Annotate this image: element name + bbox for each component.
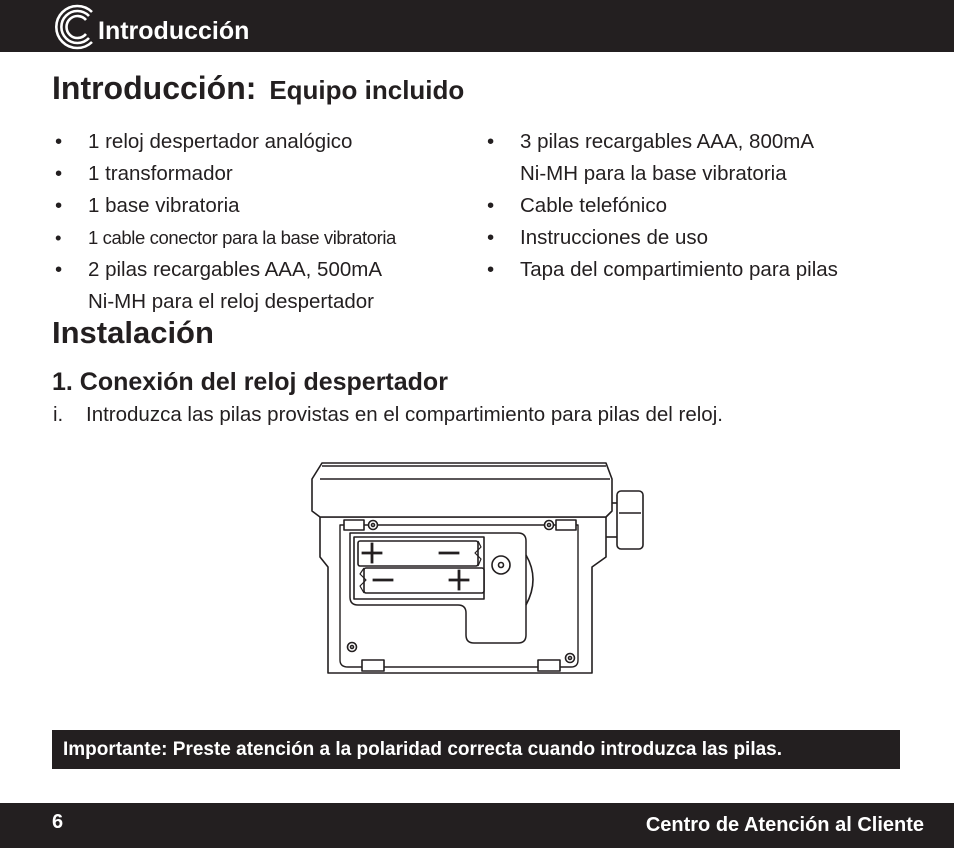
bullet-icon: • <box>55 258 63 281</box>
list-item-text: 1 base vibratoria <box>88 194 240 217</box>
instruction-text: Introduzca las pilas provistas en el compartimiento para pilas del reloj. <box>86 403 723 426</box>
list-item-text-continued: Ni-MH para el reloj despertador <box>88 290 374 313</box>
step-title: 1. Conexión del reloj despertador <box>52 368 448 396</box>
list-item-text: 1 transformador <box>88 162 233 185</box>
list-item-text: Instrucciones de uso <box>520 226 709 249</box>
list-item <box>487 254 838 286</box>
concentric-arc-logo-icon <box>52 3 100 51</box>
bullet-icon: • <box>487 194 495 217</box>
bullet-icon: • <box>487 258 495 281</box>
instruction-number: i. <box>53 403 64 426</box>
list-item-text: Cable telefónico <box>520 194 668 217</box>
list-item <box>55 158 396 190</box>
footer-bar <box>0 803 954 848</box>
list-item-text-continued: Ni-MH para la base vibratoria <box>520 162 787 185</box>
bullet-icon: • <box>55 194 63 217</box>
page-title-main: Introducción: <box>52 70 257 106</box>
alarm-clock-battery-compartment-illustration <box>300 455 650 690</box>
bullet-icon: • <box>55 162 63 185</box>
header-section-title: Introducción <box>98 17 250 45</box>
header-bar <box>0 0 954 52</box>
list-item <box>55 222 396 254</box>
list-item-text: 3 pilas recargables AAA, 800mA <box>520 130 814 153</box>
list-item <box>55 126 396 158</box>
list-item <box>487 126 838 190</box>
list-item <box>487 190 838 222</box>
list-item-text: 1 reloj despertador analógico <box>88 130 353 153</box>
equipment-list-right <box>487 126 838 286</box>
list-item-text: 1 cable conector para la base vibratoria <box>88 227 396 248</box>
bullet-icon: • <box>487 130 495 153</box>
list-item <box>55 254 396 318</box>
page-number: 6 <box>52 811 64 833</box>
footer-text: Centro de Atención al Cliente <box>645 814 924 836</box>
page-title-subtitle: Equipo incluido <box>269 75 465 105</box>
list-item <box>487 222 838 254</box>
important-notice: Importante: Preste atención a la polaridad correcta cuando introduzca las pilas. <box>52 730 900 769</box>
bullet-icon: • <box>55 130 63 153</box>
list-item-text: 2 pilas recargables AAA, 500mA <box>88 258 382 281</box>
bullet-icon: • <box>487 226 495 249</box>
bullet-icon: • <box>55 227 62 248</box>
installation-title: Instalación <box>52 315 214 350</box>
list-item <box>55 190 396 222</box>
page-title <box>52 66 464 112</box>
instruction-line <box>53 400 723 430</box>
equipment-list-left <box>55 126 396 318</box>
list-item-text: Tapa del compartimiento para pilas <box>520 258 838 281</box>
